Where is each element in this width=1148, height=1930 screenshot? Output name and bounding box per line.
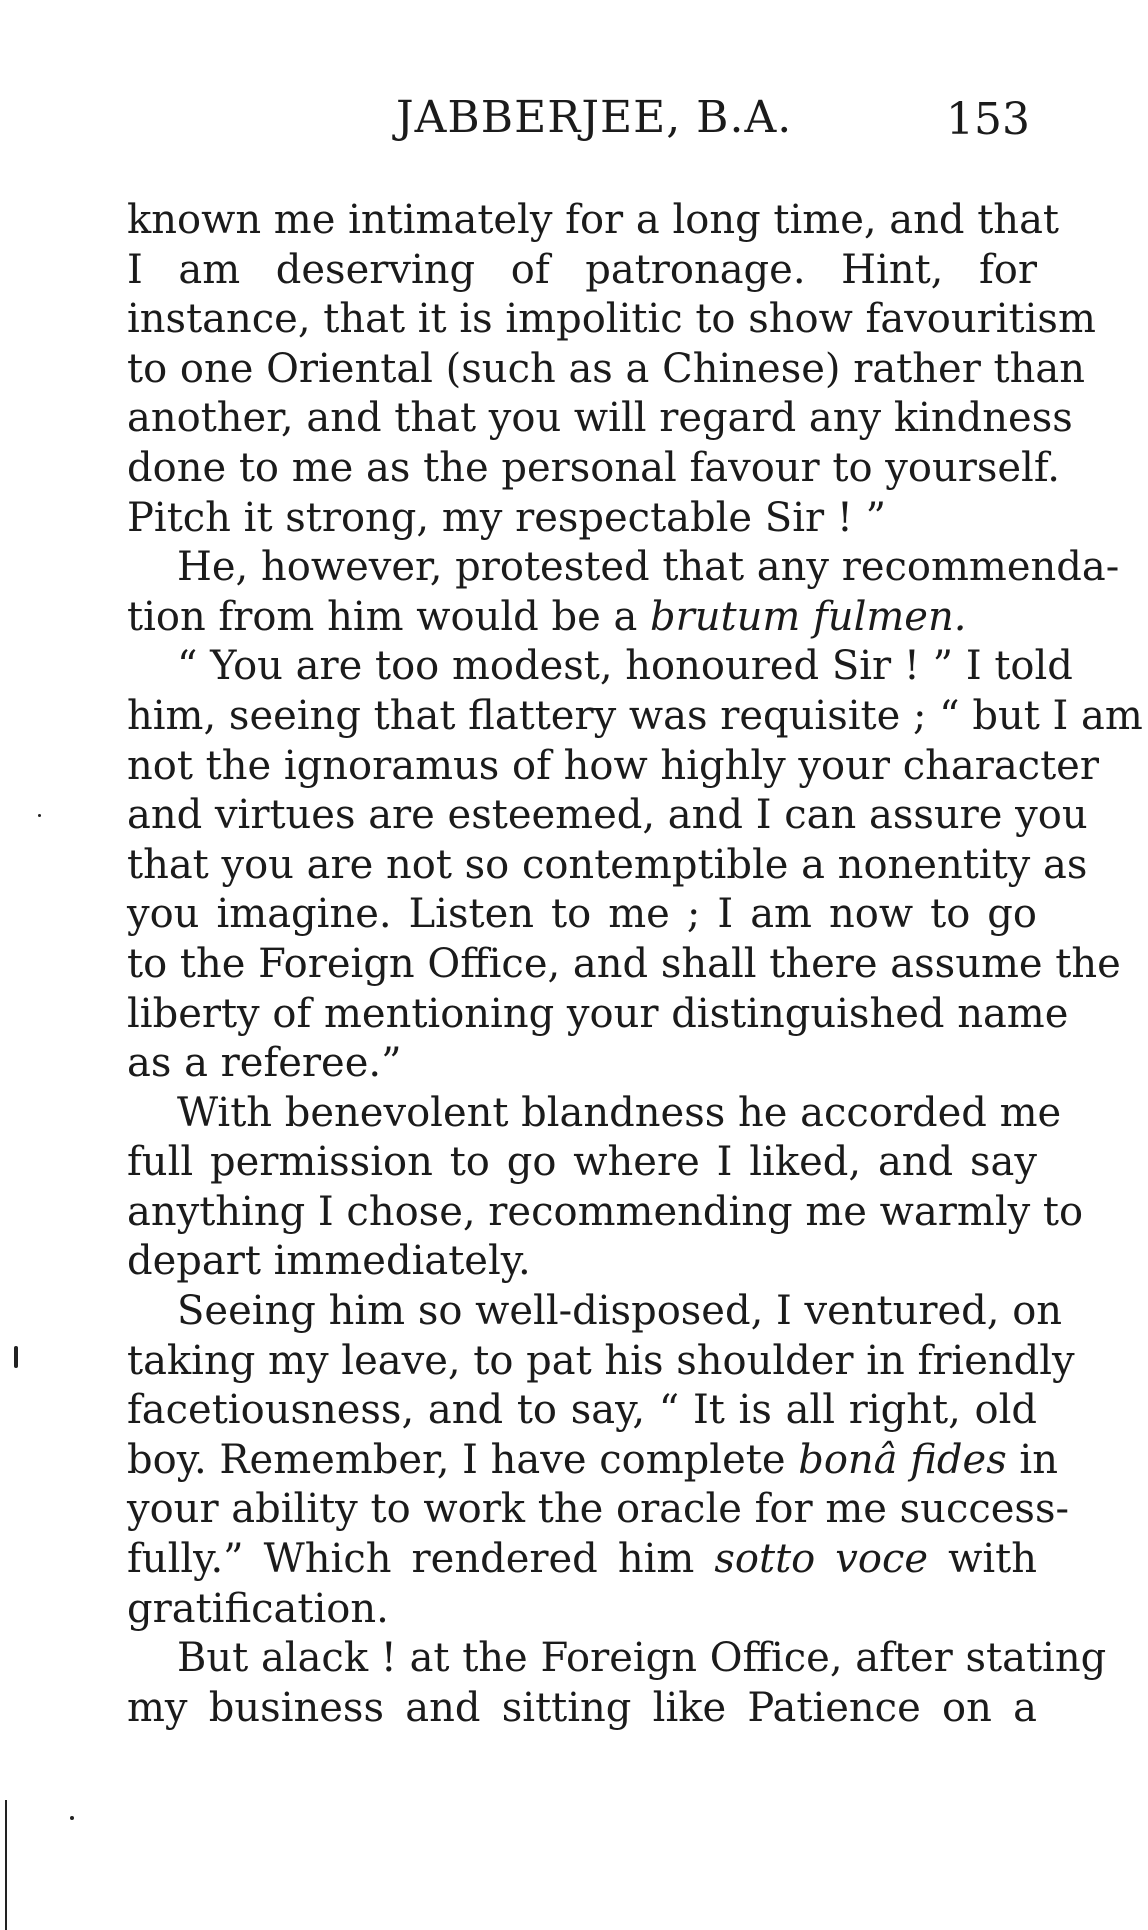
text-line: known me intimately for a long time, and that bbox=[127, 197, 1059, 243]
text-line: facetiousness, and to say, “ It is all right, old bbox=[127, 1387, 1037, 1434]
text-line: my business and sitting like Patience on a bbox=[127, 1684, 1037, 1731]
text-run: with bbox=[928, 1536, 1037, 1583]
text-line: done to me as the personal favour to yourself. bbox=[127, 444, 1060, 491]
page-header bbox=[0, 88, 1148, 148]
text-line: that you are not so contemptible a nonentity as bbox=[127, 841, 1088, 888]
text-run: boy. Remember, I have complete bbox=[127, 1436, 799, 1483]
running-title: JABBERJEE, B.A. bbox=[396, 92, 793, 143]
text-run: fully.” Which rendered him bbox=[127, 1536, 715, 1583]
text-line: instance, that it is impolitic to show favouritism bbox=[127, 296, 1096, 343]
text-line: to the Foreign Office, and shall there assume the bbox=[127, 940, 1121, 987]
text-line: I am deserving of patronage. Hint, for bbox=[127, 246, 1037, 293]
text-line: liberty of mentioning your distinguished name bbox=[127, 990, 1069, 1037]
text-line: you imagine. Listen to me ; I am now to go bbox=[127, 891, 1037, 938]
text-line: With benevolent blandness he accorded me bbox=[177, 1089, 1062, 1136]
text-line: He, however, protested that any recommenda- bbox=[177, 544, 1120, 591]
text-line bbox=[127, 1436, 1058, 1486]
text-line: your ability to work the oracle for me success- bbox=[127, 1486, 1069, 1533]
italic-phrase: brutum fulmen. bbox=[650, 593, 967, 640]
page-number: 153 bbox=[946, 94, 1030, 145]
text-line: Seeing him so well-disposed, I ventured, on bbox=[177, 1288, 1063, 1335]
text-line: Pitch it strong, my respectable Sir ! ” bbox=[127, 494, 887, 541]
text-line: as a referee.” bbox=[127, 1040, 402, 1087]
scan-speck bbox=[70, 1816, 74, 1820]
text-line: depart immediately. bbox=[127, 1238, 531, 1285]
text-line: another, and that you will regard any kindness bbox=[127, 395, 1073, 442]
text-run: in bbox=[1006, 1436, 1058, 1483]
text-line: But alack ! at the Foreign Office, after stating bbox=[177, 1635, 1107, 1682]
text-line: and virtues are esteemed, and I can assure you bbox=[127, 792, 1088, 839]
italic-phrase: sotto voce bbox=[714, 1536, 929, 1583]
text-line: gratification. bbox=[127, 1585, 389, 1632]
text-line bbox=[127, 1535, 1037, 1585]
text-line: full permission to go where I liked, and say bbox=[127, 1139, 1037, 1186]
body-text bbox=[127, 196, 1143, 1733]
scan-speck bbox=[38, 814, 41, 817]
page-edge-line bbox=[5, 1800, 7, 1930]
text-line: him, seeing that flattery was requisite ; “ but I am bbox=[127, 692, 1143, 739]
scan-mark bbox=[14, 1346, 18, 1368]
text-run: tion from him would be a bbox=[127, 593, 651, 640]
text-line bbox=[127, 593, 1037, 643]
text-line: taking my leave, to pat his shoulder in friendly bbox=[127, 1337, 1075, 1384]
text-line: “ You are too modest, honoured Sir ! ” I told bbox=[177, 643, 1073, 690]
text-line: not the ignoramus of how highly your character bbox=[127, 742, 1099, 789]
text-line: to one Oriental (such as a Chinese) rather than bbox=[127, 345, 1085, 392]
text-line: anything I chose, recommending me warmly to bbox=[127, 1188, 1084, 1235]
italic-phrase: bonâ fides bbox=[798, 1436, 1007, 1483]
